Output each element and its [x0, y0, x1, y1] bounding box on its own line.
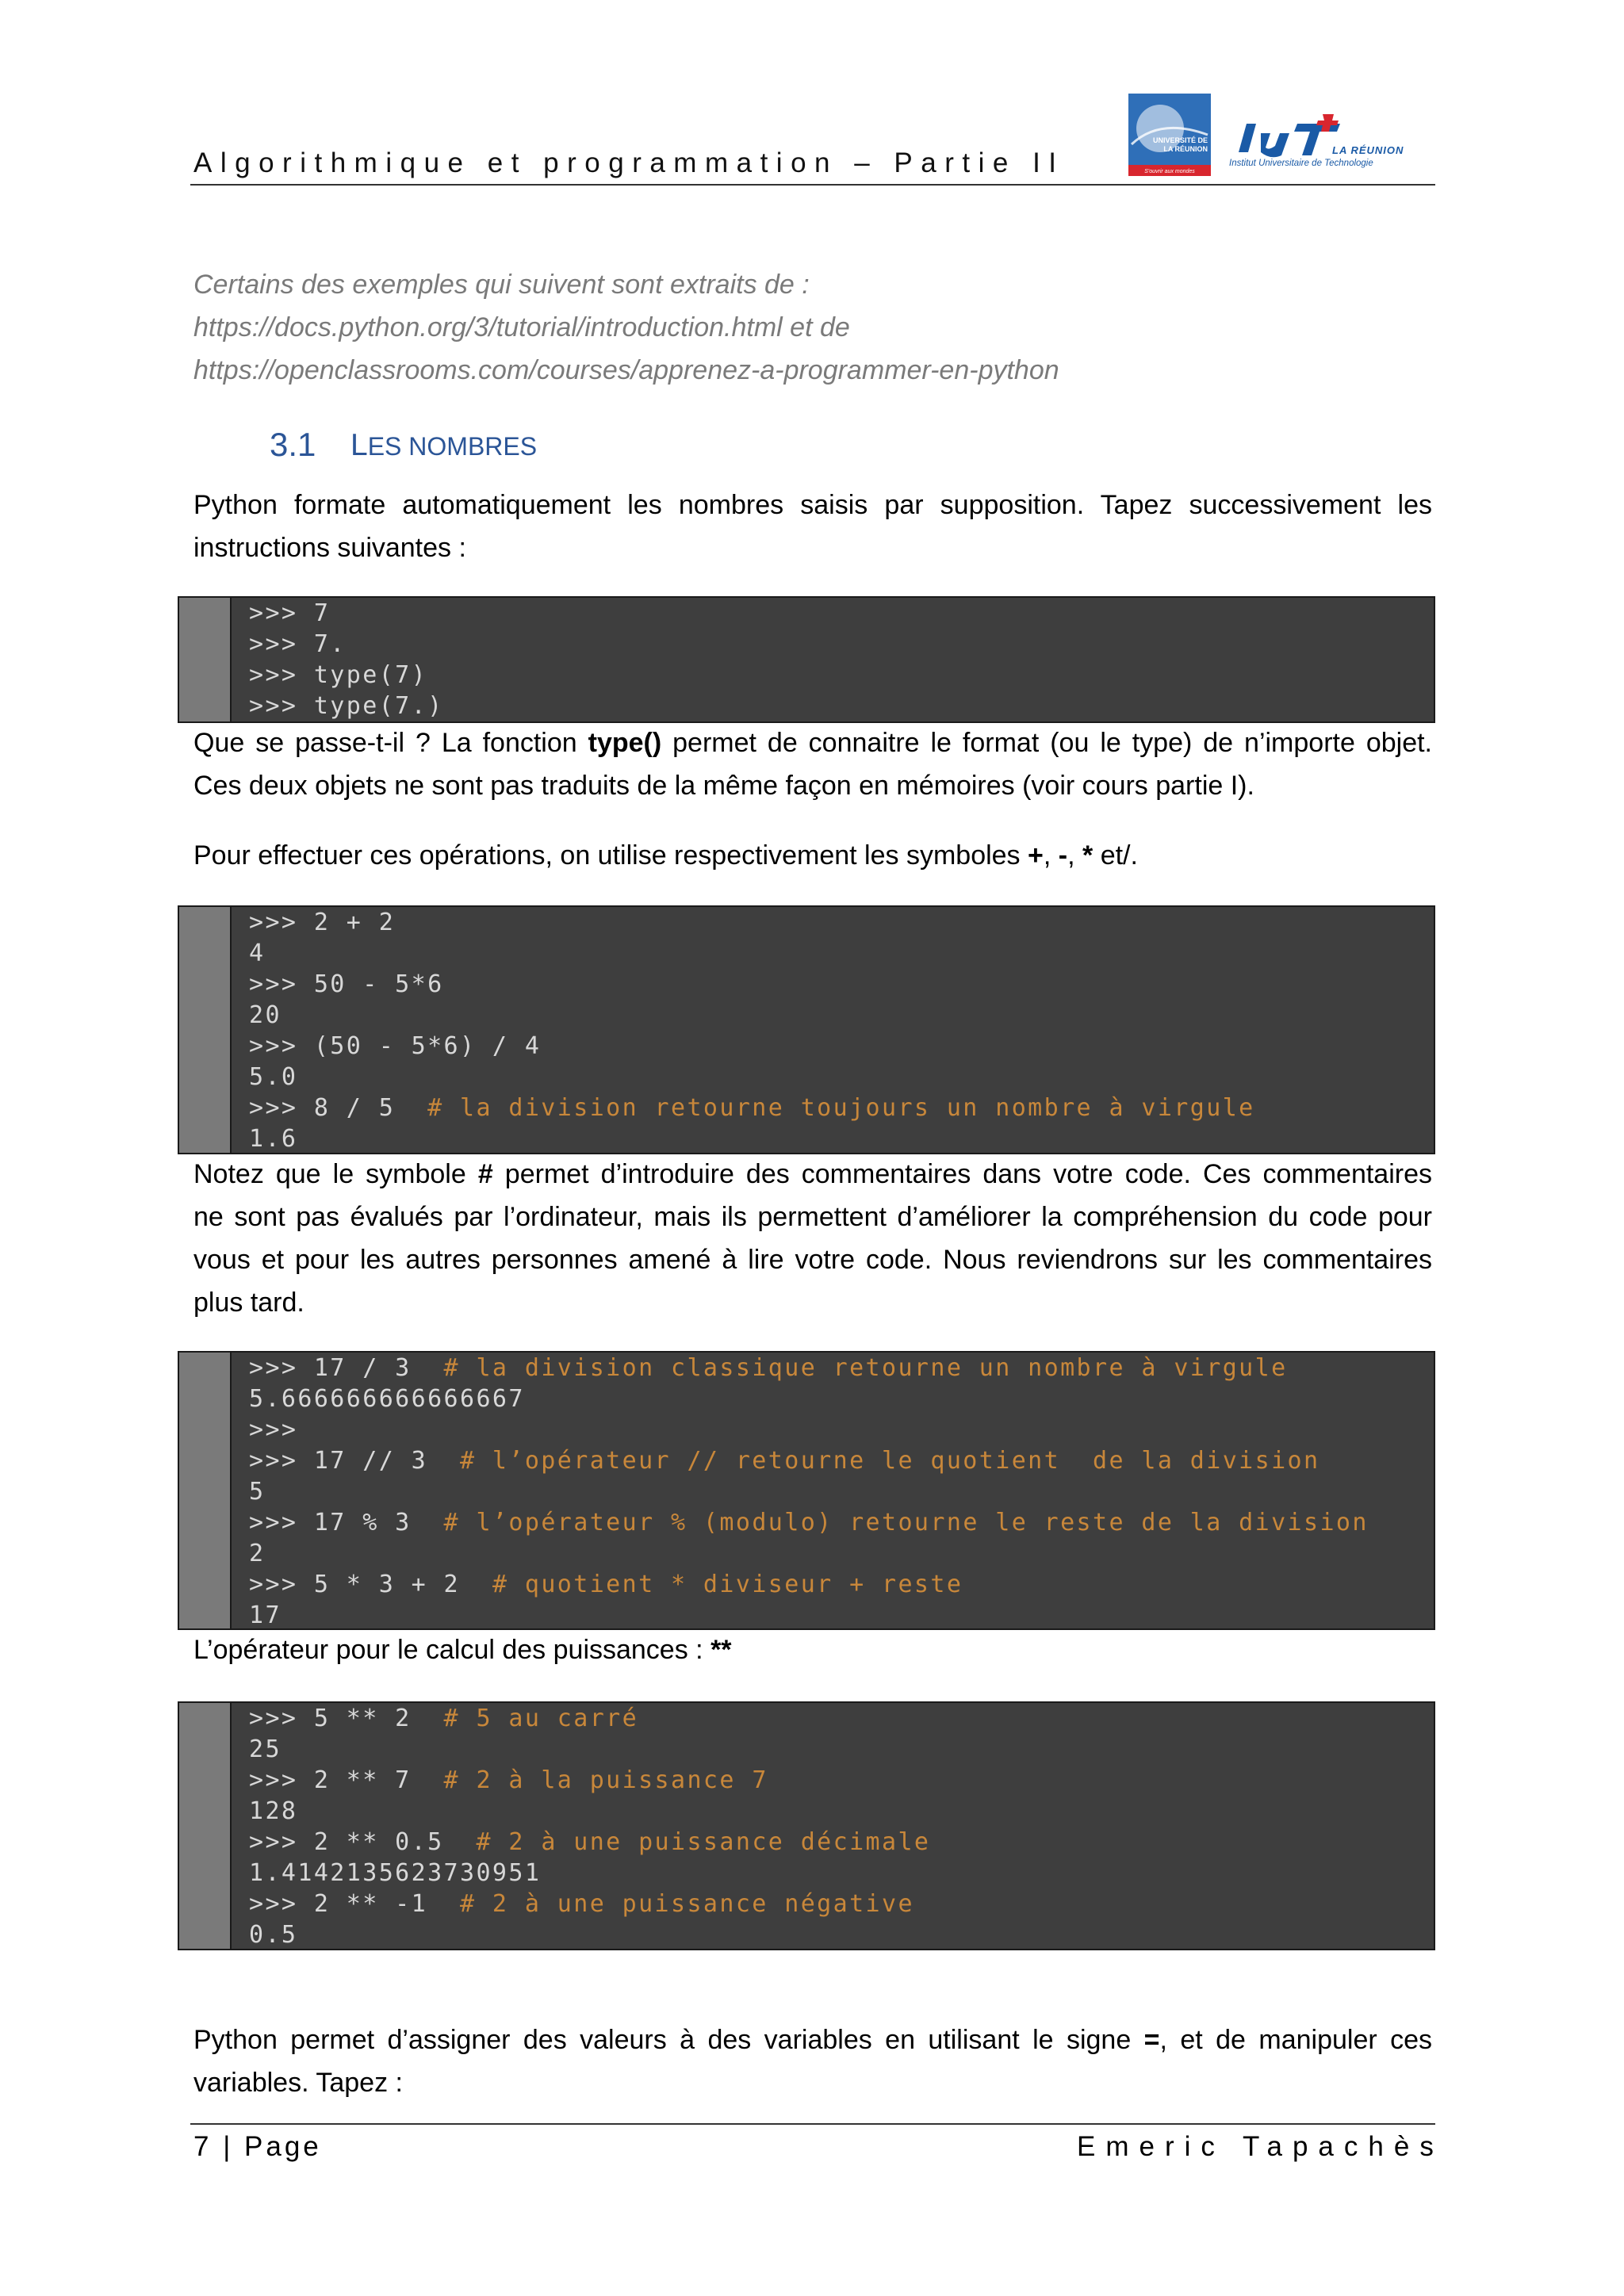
paragraph-line: Ces deux objets ne sont pas traduits de la même façon en mémoires (voir cours partie I). [193, 771, 1254, 801]
code-line [249, 1538, 1434, 1569]
iut-logo-subtitle: Institut Universitaire de Technologie [1229, 159, 1373, 168]
iut-logo-region: LA RÉUNION [1332, 144, 1404, 156]
code-line [249, 1123, 1434, 1154]
code-line [249, 1569, 1434, 1600]
paragraph-line: Python formate automatiquement les nombres saisis par supposition. Tapez successivement les [193, 490, 1432, 520]
code-text: >>> 17 / 3 [249, 1354, 444, 1382]
author-name: Emeric Tapachès [1077, 2131, 1444, 2162]
paragraph-variables [193, 2019, 1432, 2104]
logo-univ-line1: UNIVERSITÉ DE [1152, 136, 1208, 144]
code-line [249, 1888, 1434, 1919]
code-line [249, 1445, 1434, 1476]
intro-sources [193, 263, 1435, 392]
code-gutter [179, 598, 232, 721]
code-line [249, 1827, 1434, 1858]
code-line [249, 938, 1434, 969]
code-text: >>> 2 ** 7 [249, 1766, 444, 1794]
code-comment: # l’opérateur % (modulo) retourne le reste de la division [443, 1509, 1369, 1536]
code-line [249, 691, 1434, 721]
page-number: 7 | Page [193, 2131, 322, 2162]
code-line [249, 1796, 1434, 1827]
code-comment: # 5 au carré [443, 1705, 639, 1732]
code-text: >>> 2 ** -1 [249, 1890, 460, 1918]
code-line [249, 907, 1434, 938]
code-text: 17 [249, 1601, 282, 1629]
code-line [249, 1858, 1434, 1888]
header-rule [190, 184, 1435, 186]
code-text: >>> type(7) [249, 661, 428, 689]
code-comment: # l’opérateur // retourne le quotient de la division [460, 1447, 1320, 1475]
code-comment: # 2 à une puissance décimale [476, 1828, 931, 1856]
paragraph-type-function [193, 721, 1432, 807]
code-text: 5 [249, 1478, 266, 1506]
section-title [350, 428, 537, 463]
section-title-rest: ES NOMBRES [367, 432, 538, 461]
code-text: >>> 7. [249, 630, 347, 658]
code-text: >>> 2 + 2 [249, 909, 396, 936]
code-lines [249, 1703, 1434, 1950]
code-line [249, 1353, 1434, 1383]
code-comment: # 2 à une puissance négative [460, 1890, 914, 1918]
code-block-division [178, 1351, 1435, 1630]
code-line [249, 629, 1434, 660]
code-line [249, 1031, 1434, 1062]
code-text: >>> 17 // 3 [249, 1447, 460, 1475]
code-block-powers [178, 1701, 1435, 1950]
code-text: 20 [249, 1001, 282, 1029]
code-text: 0.5 [249, 1921, 298, 1949]
code-text: 5.666666666666667 [249, 1385, 525, 1413]
paragraph-line: Python permet d’assigner des valeurs à des variables en utilisant le signe =, et de manipuler ces [193, 2025, 1432, 2055]
code-block-types [178, 596, 1435, 723]
code-line [249, 1765, 1434, 1796]
intro-link-python-docs[interactable]: https://docs.python.org/3/tutorial/introduction.html et de [193, 312, 850, 342]
code-text: 2 [249, 1540, 266, 1567]
running-header-title: Algorithmique et programmation – Partie II [193, 147, 1065, 178]
code-text: >>> [249, 1416, 298, 1444]
code-text: >>> 5 ** 2 [249, 1705, 444, 1732]
paragraph-line: variables. Tapez : [193, 2068, 403, 2098]
code-block-arithmetic [178, 905, 1435, 1154]
paragraph-line: plus tard. [193, 1288, 304, 1318]
code-text: 5.0 [249, 1063, 298, 1091]
code-lines [249, 907, 1434, 1154]
paragraph-line: L’opérateur pour le calcul des puissances : ** [193, 1635, 732, 1665]
code-line [249, 1093, 1434, 1123]
code-lines [249, 1353, 1434, 1631]
paragraph-line: Pour effectuer ces opérations, on utilise respectivement les symboles +, -, * et/. [193, 840, 1138, 871]
code-line [249, 660, 1434, 691]
logo-univ-motto: S'ouvrir aux mondes [1144, 169, 1195, 174]
paragraph-line: Que se passe-t-il ? La fonction type() permet de connaitre le format (ou le type) de n’importe objet. [193, 728, 1432, 758]
code-text: >>> 7 [249, 599, 331, 627]
inline-code-type: type() [588, 728, 662, 758]
university-logo [1128, 94, 1211, 176]
logo-univ-line2: LA RÉUNION [1163, 145, 1208, 153]
paragraph-line: ne sont pas évalués par l’ordinateur, mais ils permettent d’améliorer la compréhension du code pour [193, 1202, 1432, 1232]
paragraph-line: vous et pour les autres personnes amené à lire votre code. Nous reviendrons sur les commentaires [193, 1245, 1432, 1275]
section-title-initial: L [350, 428, 368, 462]
section-number: 3.1 [270, 426, 316, 463]
code-text: >>> 17 % 3 [249, 1509, 444, 1536]
code-line [249, 1383, 1434, 1414]
code-comment: # la division classique retourne un nombre à virgule [443, 1354, 1288, 1382]
paragraph-line: Notez que le symbole # permet d’introduire des commentaires dans votre code. Ces commentaires [193, 1159, 1432, 1189]
code-text: 1.4142135623730951 [249, 1859, 542, 1887]
code-line [249, 1734, 1434, 1765]
code-line [249, 1000, 1434, 1031]
code-text: 128 [249, 1797, 298, 1825]
code-line [249, 1062, 1434, 1093]
code-line [249, 1600, 1434, 1631]
code-lines [249, 598, 1434, 721]
code-gutter [179, 1353, 232, 1628]
code-text: >>> 2 ** 0.5 [249, 1828, 477, 1856]
paragraph-intro-numbers [193, 484, 1432, 569]
footer-rule [190, 2123, 1435, 2125]
code-line [249, 1507, 1434, 1538]
code-text: >>> 50 - 5*6 [249, 970, 444, 998]
intro-line: Certains des exemples qui suivent sont extraits de : [193, 270, 810, 300]
code-text: >>> type(7.) [249, 692, 444, 720]
paragraph-comments [193, 1153, 1432, 1324]
code-text: >>> 5 * 3 + 2 [249, 1571, 492, 1598]
code-text: 4 [249, 939, 266, 967]
code-line [249, 598, 1434, 629]
code-comment: # la division retourne toujours un nombre à virgule [427, 1094, 1255, 1122]
paragraph-operators [193, 834, 1432, 877]
code-text: >>> (50 - 5*6) / 4 [249, 1032, 542, 1060]
code-line [249, 1476, 1434, 1507]
code-comment: # 2 à la puissance 7 [443, 1766, 768, 1794]
paragraph-power [193, 1628, 1432, 1671]
paragraph-line: instructions suivantes : [193, 533, 466, 563]
intro-link-openclassrooms[interactable]: https://openclassrooms.com/courses/apprenez-a-programmer-en-python [193, 355, 1059, 385]
code-gutter [179, 1703, 232, 1949]
code-gutter [179, 907, 232, 1153]
code-line [249, 969, 1434, 1000]
code-text: >>> 8 / 5 [249, 1094, 428, 1122]
code-text: 1.6 [249, 1125, 298, 1153]
code-comment: # quotient * diviseur + reste [492, 1571, 963, 1598]
code-line [249, 1703, 1434, 1734]
code-text: 25 [249, 1735, 282, 1763]
code-line [249, 1919, 1434, 1950]
code-line [249, 1414, 1434, 1445]
